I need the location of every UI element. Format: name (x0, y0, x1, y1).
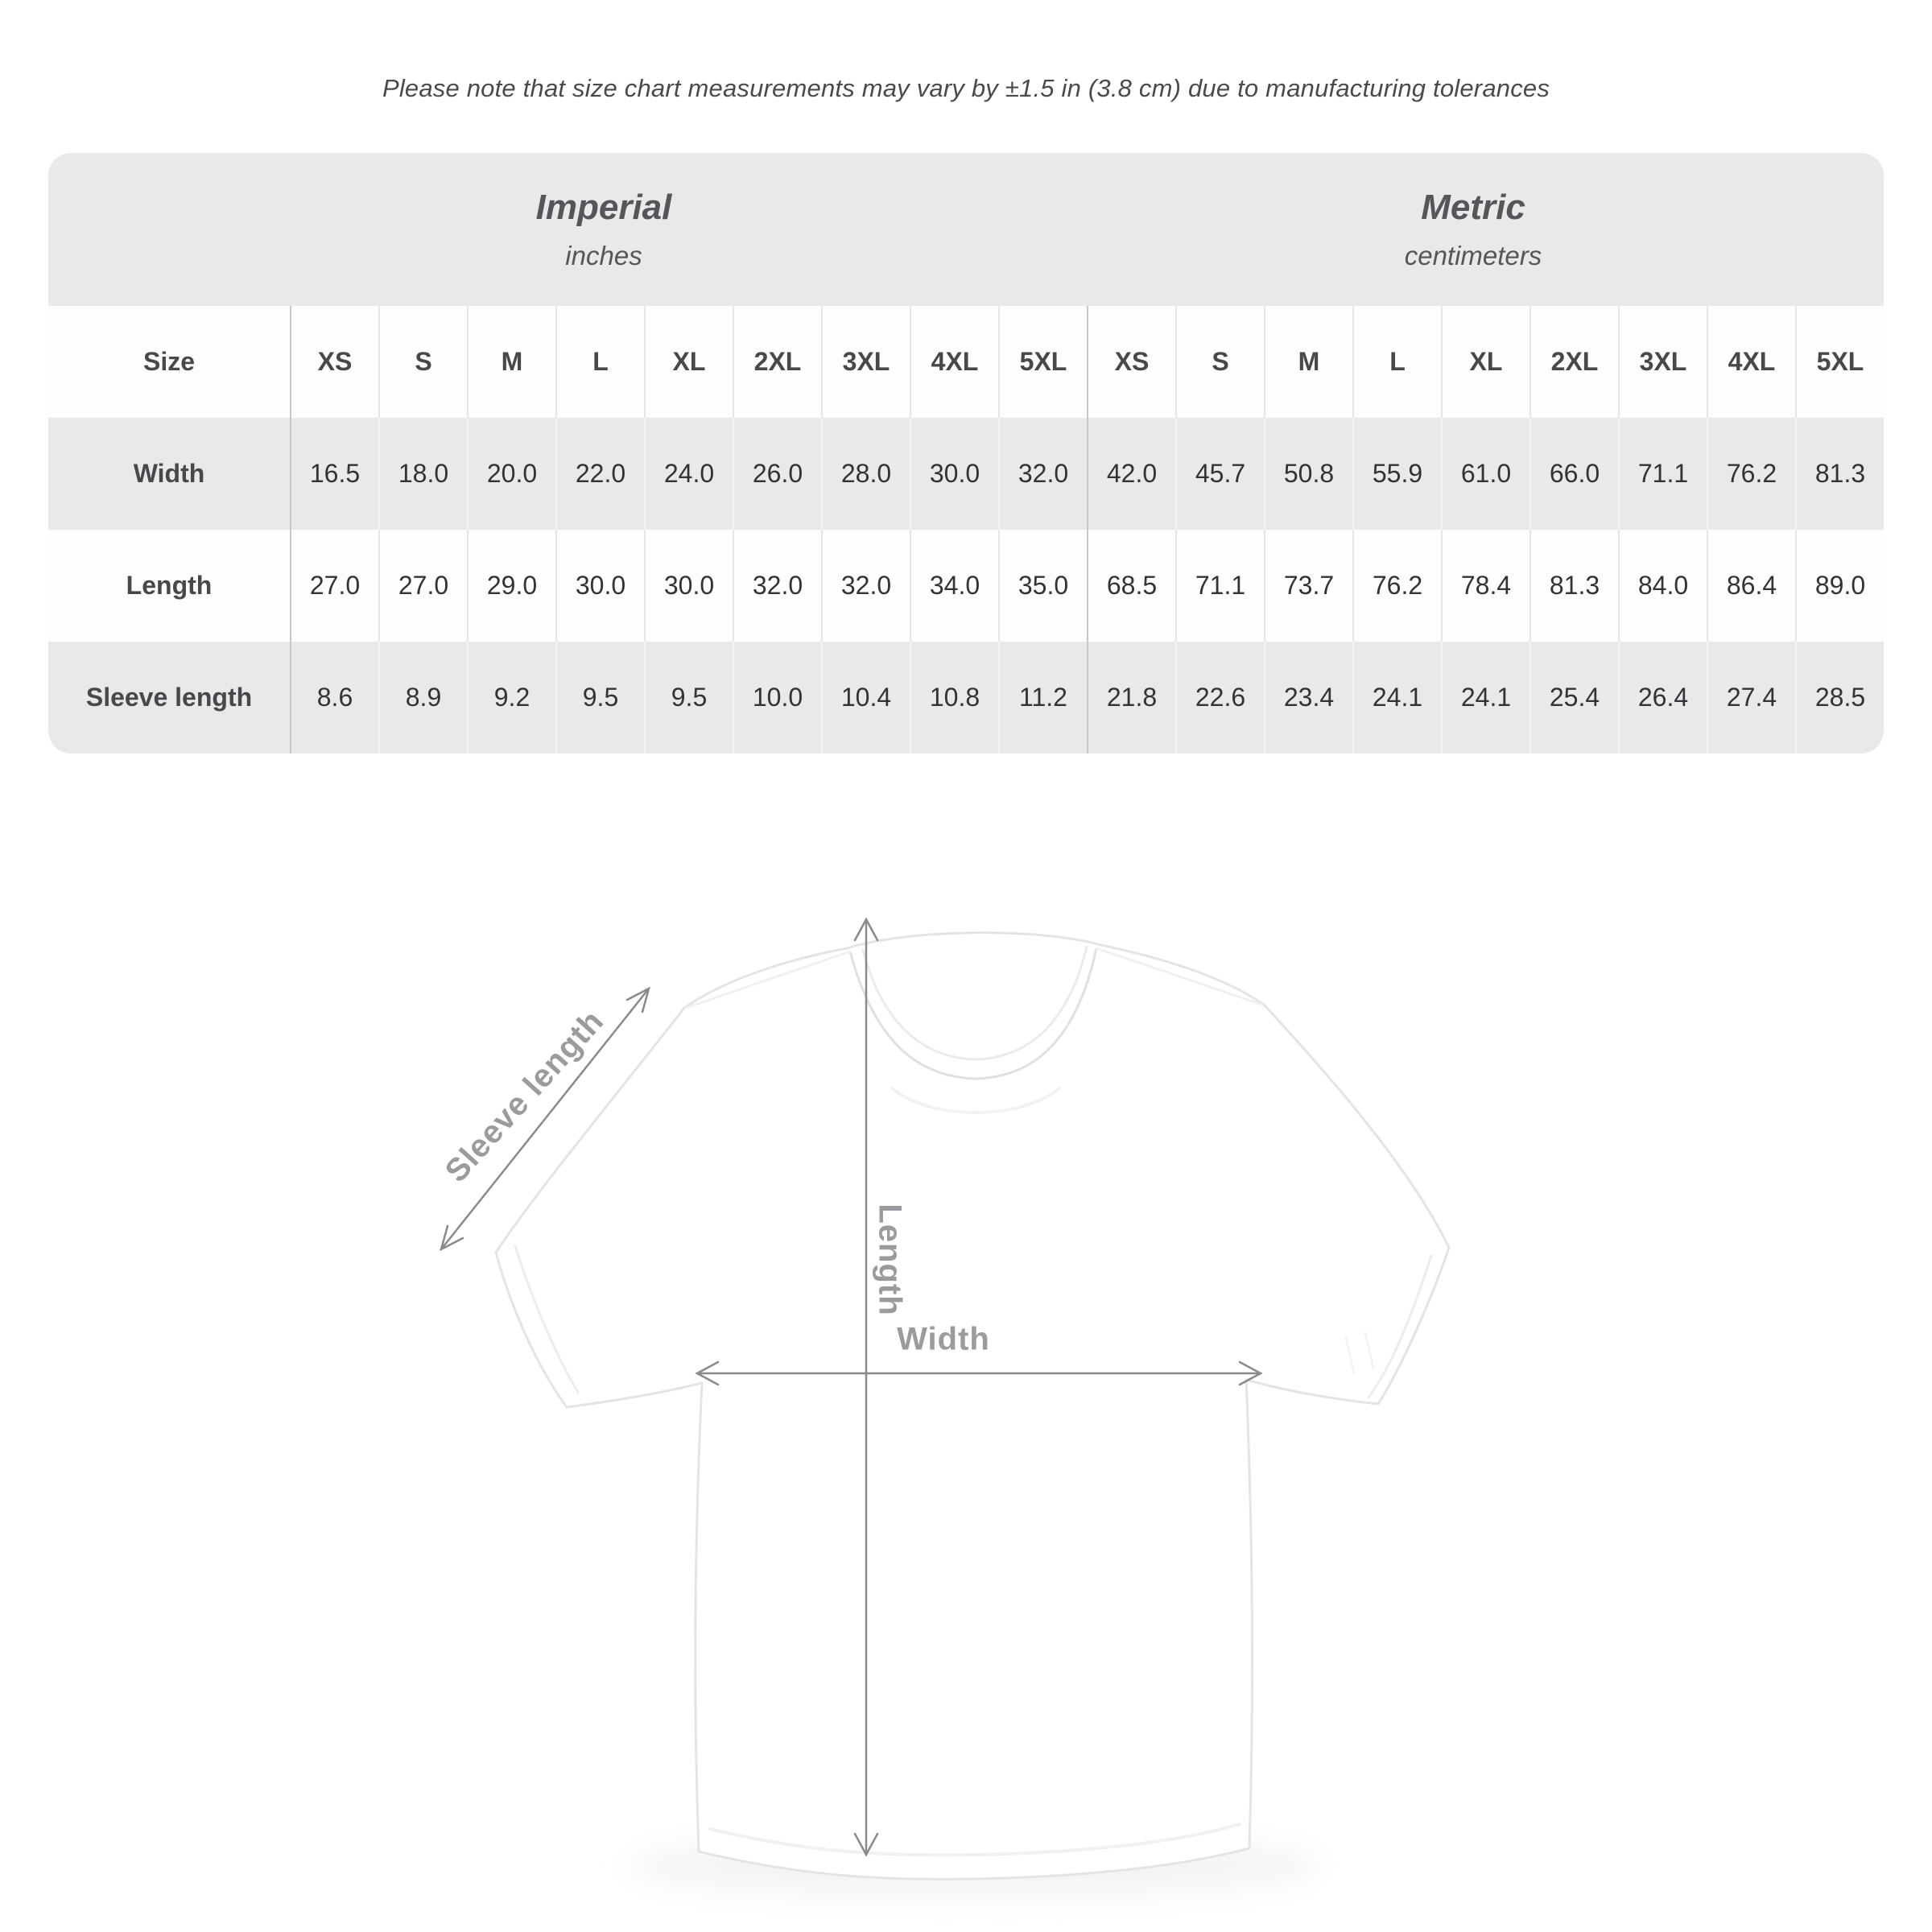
sleeve-value: 9.5 (555, 642, 644, 753)
sleeve-value: 8.9 (378, 642, 467, 753)
sleeve-value: 27.4 (1707, 642, 1795, 753)
sleeve-value: 10.4 (821, 642, 910, 753)
width-value: 24.0 (644, 418, 733, 530)
sleeve-value: 10.8 (910, 642, 998, 753)
length-value: 35.0 (998, 530, 1087, 642)
sleeve-value: 24.1 (1441, 642, 1530, 753)
width-value: 32.0 (998, 418, 1087, 530)
size-header: M (1264, 306, 1352, 418)
width-value: 22.0 (555, 418, 644, 530)
width-value: 26.0 (733, 418, 821, 530)
length-value: 32.0 (733, 530, 821, 642)
size-header: 4XL (1707, 306, 1795, 418)
size-header: XL (644, 306, 733, 418)
size-header: XS (290, 306, 378, 418)
length-value: 30.0 (555, 530, 644, 642)
sleeve-value: 25.4 (1530, 642, 1618, 753)
row-label-length: Length (126, 571, 213, 600)
width-value: 81.3 (1795, 418, 1884, 530)
length-value: 81.3 (1530, 530, 1618, 642)
length-value: 30.0 (644, 530, 733, 642)
metric-label: Metric (1421, 188, 1525, 227)
length-value: 71.1 (1175, 530, 1264, 642)
width-value: 20.0 (467, 418, 555, 530)
length-measure-label: Length (872, 1203, 908, 1316)
sleeve-value: 21.8 (1087, 642, 1175, 753)
width-value: 71.1 (1618, 418, 1707, 530)
disclaimer-text: Please note that size chart measurements may vary by ±1.5 in (3.8 cm) due to manufacturing tolerances (382, 74, 1550, 102)
width-value: 61.0 (1441, 418, 1530, 530)
size-header: 5XL (1795, 306, 1884, 418)
size-header: 2XL (1530, 306, 1618, 418)
length-value: 27.0 (378, 530, 467, 642)
length-value: 86.4 (1707, 530, 1795, 642)
length-value: 89.0 (1795, 530, 1884, 642)
width-value: 28.0 (821, 418, 910, 530)
width-value: 76.2 (1707, 418, 1795, 530)
length-value: 76.2 (1352, 530, 1441, 642)
size-header: XS (1087, 306, 1175, 418)
sleeve-value: 11.2 (998, 642, 1087, 753)
width-value: 42.0 (1087, 418, 1175, 530)
length-value: 34.0 (910, 530, 998, 642)
width-value: 55.9 (1352, 418, 1441, 530)
size-header: S (378, 306, 467, 418)
length-value: 78.4 (1441, 530, 1530, 642)
size-header: 2XL (733, 306, 821, 418)
imperial-label: Imperial (535, 188, 672, 227)
size-header: 4XL (910, 306, 998, 418)
size-corner-label: Size (142, 347, 196, 376)
size-header: XL (1441, 306, 1530, 418)
width-value: 50.8 (1264, 418, 1352, 530)
imperial-unit-label: inches (565, 241, 642, 270)
sleeve-value: 9.5 (644, 642, 733, 753)
row-label-width: Width (133, 459, 205, 488)
sleeve-value: 8.6 (290, 642, 378, 753)
sleeve-value: 28.5 (1795, 642, 1884, 753)
length-value: 73.7 (1264, 530, 1352, 642)
size-header: 5XL (998, 306, 1087, 418)
width-value: 30.0 (910, 418, 998, 530)
length-value: 84.0 (1618, 530, 1707, 642)
sleeve-value: 9.2 (467, 642, 555, 753)
sleeve-value: 22.6 (1175, 642, 1264, 753)
width-value: 18.0 (378, 418, 467, 530)
tshirt-graphic (496, 933, 1449, 1880)
size-header: 3XL (821, 306, 910, 418)
sleeve-length-measure-label: Sleeve length (438, 1003, 611, 1190)
size-header: L (1352, 306, 1441, 418)
length-value: 27.0 (290, 530, 378, 642)
width-measure-label: Width (897, 1321, 990, 1357)
width-value: 16.5 (290, 418, 378, 530)
length-value: 29.0 (467, 530, 555, 642)
width-value: 66.0 (1530, 418, 1618, 530)
sleeve-value: 24.1 (1352, 642, 1441, 753)
row-label-sleeve-length: Sleeve length (85, 683, 253, 712)
size-header: L (555, 306, 644, 418)
length-value: 32.0 (821, 530, 910, 642)
sleeve-value: 26.4 (1618, 642, 1707, 753)
metric-unit-label: centimeters (1404, 241, 1542, 270)
length-value: 68.5 (1087, 530, 1175, 642)
sleeve-value: 23.4 (1264, 642, 1352, 753)
size-header: S (1175, 306, 1264, 418)
sleeve-value: 10.0 (733, 642, 821, 753)
size-header: 3XL (1618, 306, 1707, 418)
size-header: M (467, 306, 555, 418)
width-value: 45.7 (1175, 418, 1264, 530)
